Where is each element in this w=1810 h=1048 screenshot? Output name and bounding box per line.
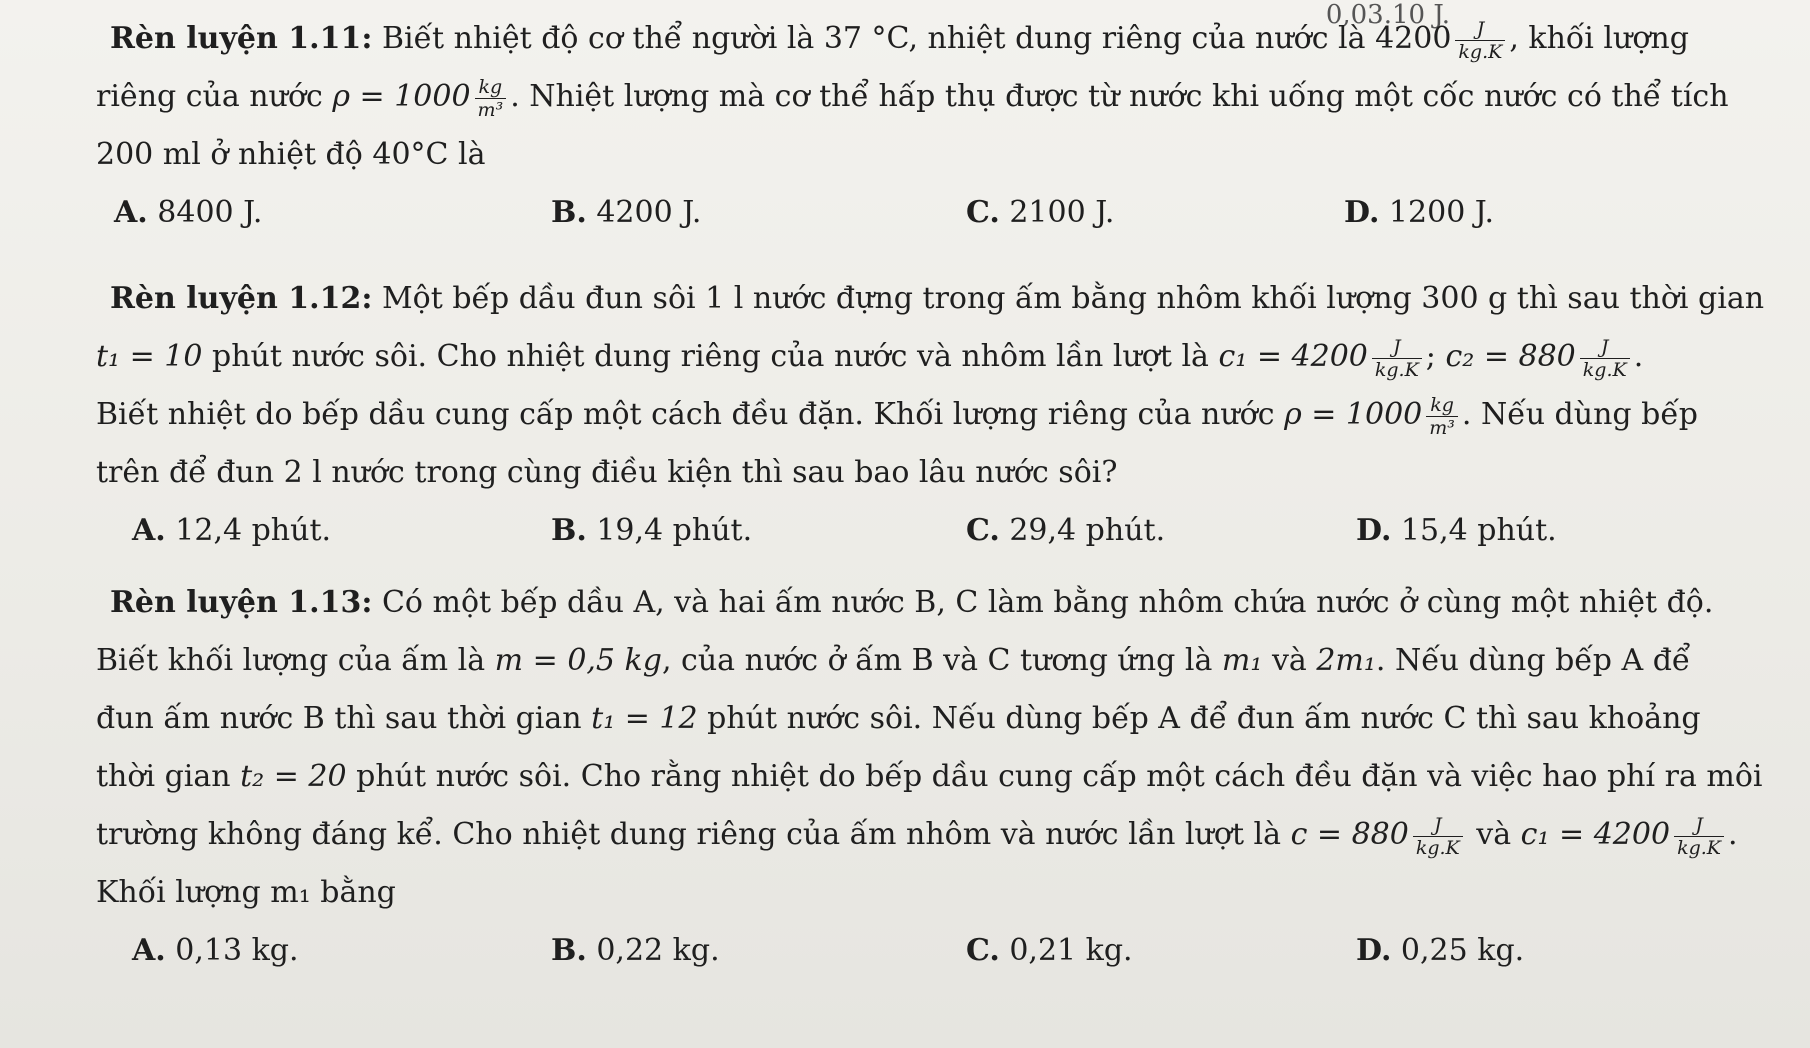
fraction-den: kg.K [1415,836,1460,859]
unit-fraction [1674,814,1724,859]
temperature: 37 °C [823,21,909,56]
option-b[interactable] [551,922,720,980]
option-label: A. [132,933,166,968]
problem-line [96,328,1736,386]
problem-line [96,68,1736,126]
option-label: A. [132,513,166,548]
option-b[interactable] [551,184,701,242]
option-text: 2100 J. [999,195,1115,230]
option-text: 12,4 phút. [165,513,332,548]
option-label: C. [966,195,1000,230]
text: Có một bếp dầu A, và hai ấm nước B, C làm bằng nhôm chứa nước ở cùng một nhiệt độ. [372,585,1714,620]
formula: 2m₁ [1316,643,1376,678]
option-c[interactable] [966,184,1114,242]
formula: m = 0,5 kg [494,643,662,678]
option-d[interactable] [1356,502,1557,560]
option-text: 1200 J. [1379,195,1495,230]
option-text: 0,25 kg. [1391,933,1525,968]
problem-line [96,574,1736,632]
unit-fraction [1372,336,1422,381]
fraction-den: kg.K [1582,358,1627,381]
option-text: 8400 J. [147,195,263,230]
option-label: A. [114,195,148,230]
text: , nhiệt dung riêng của nước là [908,21,1376,56]
fraction-num: J [1580,336,1630,359]
option-c[interactable] [966,922,1133,980]
value: 4200 [1375,21,1452,56]
formula: ρ = 1000 [1284,397,1423,432]
problem-line [96,748,1763,806]
option-d[interactable] [1356,922,1524,980]
problem-title: Rèn luyện 1.11: [110,21,373,56]
answer-options [96,502,1736,560]
text: và [1466,817,1521,852]
text: . Nếu dùng bếp [1461,397,1699,432]
fraction-num: kg [475,76,507,99]
problem-1-11 [96,10,1736,242]
text: phút nước sôi. Cho nhiệt dung riêng của nước và nhôm lần lượt là [202,339,1219,374]
text: . Nhiệt lượng mà cơ thể hấp thụ được từ nước khi uống một cốc nước có thể tích [510,79,1729,114]
fraction-den: kg.K [1677,836,1721,859]
unit-fraction [475,76,507,121]
option-label: D. [1344,195,1380,230]
option-d[interactable] [1344,184,1494,242]
formula: c₁ = 4200 [1520,817,1671,852]
problem-line [96,806,1736,864]
corner-fragment: 0,03.10 J. [1325,0,1450,30]
option-text: 0,13 kg. [165,933,299,968]
text: phút nước sôi. Cho rằng nhiệt do bếp dầu cung cấp một cách đều đặn và việc hao phí ra môi [346,759,1763,794]
text: , khối lượng [1509,21,1689,56]
text: , của nước ở ấm B và C tương ứng là [661,643,1222,678]
problem-line [96,10,1736,68]
fraction-den: m³ [477,98,504,121]
formula: c₁ = 4200 [1218,339,1368,374]
unit-fraction [1426,394,1458,439]
option-label: C. [966,933,1000,968]
answer-options [96,922,1736,980]
formula: ρ = 1000 [332,79,471,114]
problem-title: Rèn luyện 1.13: [110,585,373,620]
fraction-num: J [1372,336,1422,359]
text: đun ấm nước B thì sau thời gian [96,701,592,736]
fraction-den: kg.K [1458,40,1503,63]
option-label: B. [551,195,587,230]
text: riêng của nước [96,79,333,114]
fraction-num: kg [1426,394,1458,417]
text: và [1262,643,1317,678]
option-text: 29,4 phút. [999,513,1166,548]
option-text: 4200 J. [586,195,702,230]
formula: c = 880 [1290,817,1409,852]
text: Một bếp dầu đun sôi 1 l nước đựng trong ấm bằng nhôm khối lượng 300 g thì sau thời gian [372,281,1765,316]
formula: c₂ = 880 [1445,339,1576,374]
fraction-num: J [1455,18,1505,41]
text: . [1727,817,1738,852]
fraction-den: m³ [1429,416,1455,439]
option-label: C. [966,513,1000,548]
option-label: B. [551,513,587,548]
option-c[interactable] [966,502,1165,560]
fraction-num: J [1674,814,1724,837]
problem-line: trên để đun 2 l nước trong cùng điều kiện thì sau bao lâu nước sôi? [96,455,1118,490]
option-text: 15,4 phút. [1391,513,1557,548]
text: thời gian [96,759,241,794]
formula: t₁ = 10 [96,339,203,374]
unit-fraction [1455,18,1505,63]
option-a[interactable] [114,184,262,242]
option-text: 19,4 phút. [586,513,753,548]
text: . [1633,339,1644,374]
problem-line [96,386,1736,444]
problem-title: Rèn luyện 1.12: [110,281,373,316]
fraction-den: kg.K [1374,358,1419,381]
formula: t₁ = 12 [591,701,698,736]
option-label: B. [551,933,587,968]
problem-line [96,632,1736,690]
problem-1-12 [96,270,1765,560]
option-b[interactable] [551,502,752,560]
unit-fraction [1580,336,1630,381]
text: . Nếu dùng bếp A để [1375,643,1691,678]
fraction-num: J [1413,814,1463,837]
option-a[interactable] [132,922,299,980]
text: trường không đáng kể. Cho nhiệt dung riêng của ấm nhôm và nước lần lượt là [96,817,1291,852]
option-label: D. [1356,933,1392,968]
option-text: 0,22 kg. [586,933,720,968]
problem-line: 200 ml ở nhiệt độ 40°C là [96,137,486,172]
option-label: D. [1356,513,1392,548]
problem-1-13 [96,574,1763,980]
problem-line [96,690,1736,748]
text: ; [1425,339,1446,374]
option-a[interactable] [132,502,331,560]
problem-line [96,270,1765,328]
answer-options [96,184,1736,242]
text: Biết nhiệt độ cơ thể người là [372,21,824,56]
formula: t₂ = 20 [240,759,347,794]
problem-line: Khối lượng m₁ bằng [96,875,396,910]
unit-fraction [1413,814,1463,859]
text: phút nước sôi. Nếu dùng bếp A để đun ấm nước C thì sau khoảng [697,701,1701,736]
formula: m₁ [1221,643,1263,678]
text: Biết nhiệt do bếp dầu cung cấp một cách đều đặn. Khối lượng riêng của nước [96,397,1285,432]
text: Biết khối lượng của ấm là [96,643,495,678]
option-text: 0,21 kg. [999,933,1133,968]
